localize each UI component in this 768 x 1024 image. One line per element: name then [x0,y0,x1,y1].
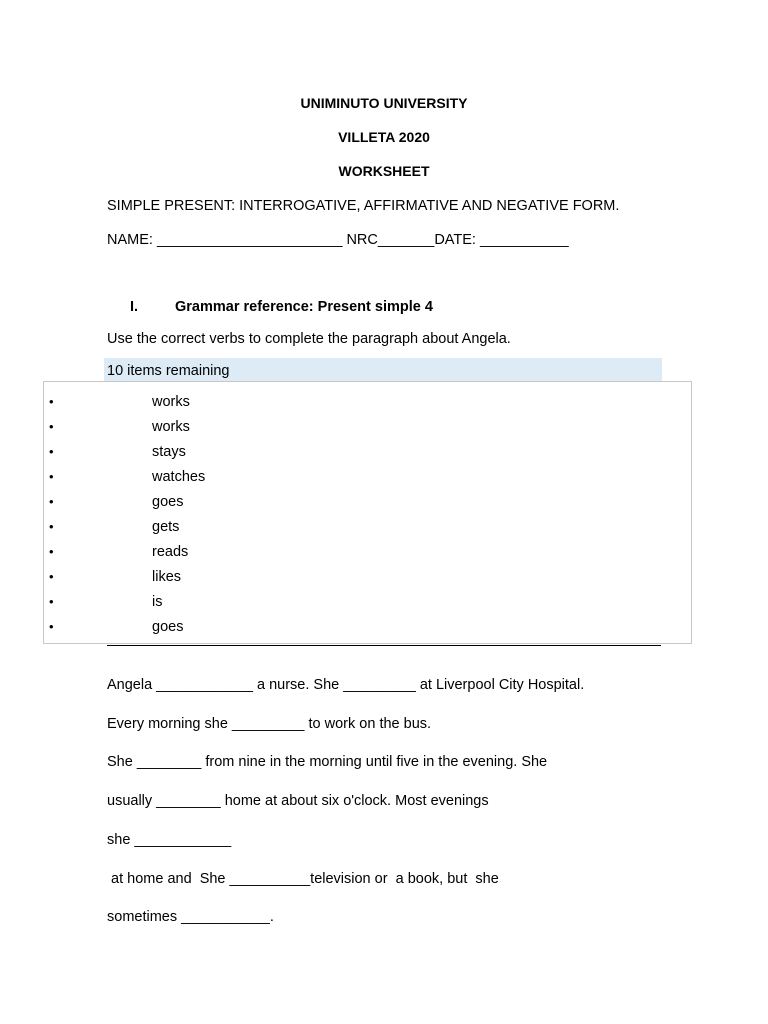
word-label: goes [152,619,184,635]
separator-line [107,645,661,646]
bullet-icon: • [49,569,54,584]
word-bank-item[interactable] [44,617,691,642]
word-bank-item[interactable] [44,392,691,417]
word-label: watches [152,469,206,485]
paragraph-line: Angela ____________ a nurse. She _________ at Liverpool City Hospital. [107,677,585,693]
bullet-icon: • [49,469,54,484]
word-label: works [152,394,190,410]
word-label: gets [152,519,180,535]
word-label: stays [152,444,186,460]
bullet-icon: • [49,419,54,434]
bullet-icon: • [49,544,54,559]
place-year: VILLETA 2020 [338,129,430,145]
word-label: is [152,594,163,610]
word-bank-item[interactable] [44,567,691,592]
word-bank-box [43,381,692,644]
bullet-icon: • [49,594,54,609]
university-title: UNIMINUTO UNIVERSITY [300,95,468,111]
section-title: Grammar reference: Present simple 4 [175,299,433,315]
bullet-icon: • [49,494,54,509]
bullet-icon: • [49,444,54,459]
paragraph-line: Every morning she _________ to work on the bus. [107,716,432,732]
word-label: goes [152,494,184,510]
topic-line: SIMPLE PRESENT: INTERROGATIVE, AFFIRMATIVE AND NEGATIVE FORM. [107,198,620,214]
paragraph-line: usually ________ home at about six o'clock. Most evenings [107,793,489,809]
paragraph-line: she ____________ [107,832,232,848]
paragraph-line: She ________ from nine in the morning until five in the evening. She [107,754,548,770]
paragraph-line: at home and She __________television or a book, but she [107,871,499,887]
paragraph-line: sometimes ___________. [107,909,274,925]
bullet-icon: • [49,619,54,634]
section-number: I. [130,299,139,315]
word-bank-item[interactable] [44,542,691,567]
word-bank-item[interactable] [44,417,691,442]
word-bank-item[interactable] [44,492,691,517]
word-label: works [152,419,190,435]
instruction-text: Use the correct verbs to complete the paragraph about Angela. [107,331,511,347]
word-bank-item[interactable] [44,592,691,617]
student-info-line: NAME: _______________________ NRC_______DATE: ___________ [107,232,569,248]
items-remaining-bar [104,358,662,382]
word-bank-item[interactable] [44,442,691,467]
word-bank-item[interactable] [44,517,691,542]
worksheet-label: WORKSHEET [338,163,430,179]
word-label: likes [152,569,182,585]
items-remaining-label: 10 items remaining [107,363,230,379]
word-bank-item[interactable] [44,467,691,492]
word-label: reads [152,544,189,560]
bullet-icon: • [49,519,54,534]
bullet-icon: • [49,394,54,409]
word-bank-list [44,392,691,642]
